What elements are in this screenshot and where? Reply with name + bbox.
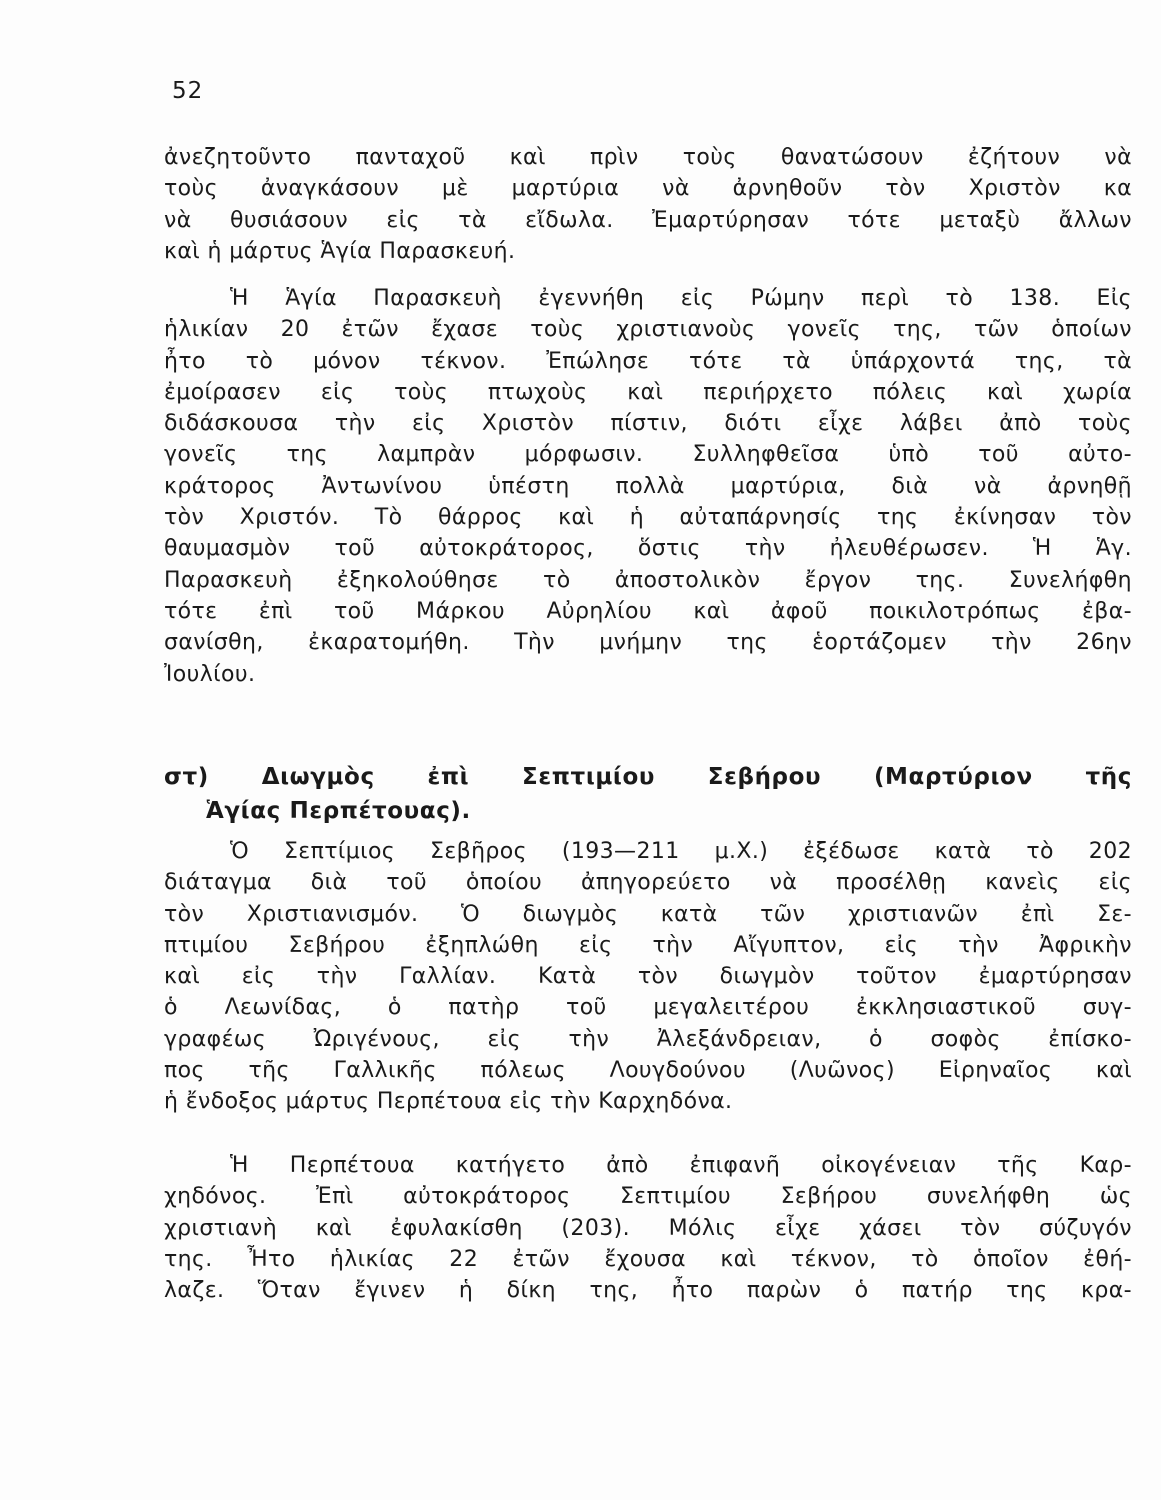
text-line: Παρασκευὴ ἐξηκολούθησε τὸ ἀποστολικὸν ἔργον της. Συνελήφθη xyxy=(164,567,1132,593)
text-line: κράτορος Ἀντωνίνου ὑπέστη πολλὰ μαρτύρια, διὰ νὰ ἀρνηθῇ xyxy=(164,473,1132,499)
paragraph-4 xyxy=(164,1150,1132,1306)
text-line: ἦτο τὸ μόνον τέκνον. Ἐπώλησε τότε τὰ ὑπάρχοντά της, τὰ xyxy=(164,348,1132,374)
paragraph-3 xyxy=(164,836,1132,1118)
text-line: καὶ εἰς τὴν Γαλλίαν. Κατὰ τὸν διωγμὸν τοῦτον ἐμαρτύρησαν xyxy=(164,964,1132,990)
section-heading xyxy=(164,760,1132,828)
page-number: 52 xyxy=(172,78,204,104)
text-line: τὸν Χριστιανισμόν. Ὁ διωγμὸς κατὰ τῶν χριστιανῶν ἐπὶ Σε- xyxy=(164,901,1132,927)
text-line: ἐμοίρασεν εἰς τοὺς πτωχοὺς καὶ περιήρχετο πόλεις καὶ χωρία xyxy=(164,379,1132,405)
text-line: χηδόνος. Ἐπὶ αὐτοκράτορος Σεπτιμίου Σεβήρου συνελήφθη ὡς xyxy=(164,1184,1132,1210)
section-heading-line-2: Ἁγίας Περπέτουας). xyxy=(206,798,471,824)
text-line: διάταγμα διὰ τοῦ ὁποίου ἀπηγορεύετο νὰ προσέλθῃ κανεὶς εἰς xyxy=(164,870,1132,896)
text-line: Ἡ Περπέτουα κατήγετο ἀπὸ ἐπιφανῆ οἰκογένειαν τῆς Καρ- xyxy=(230,1153,1132,1178)
text-line: πος τῆς Γαλλικῆς πόλεως Λουγδούνου (Λυῶνος) Εἰρηναῖος καὶ xyxy=(164,1058,1132,1084)
text-line: σανίσθη, ἐκαρατομήθη. Τὴν μνήμην της ἑορτάζομεν τὴν 26ην xyxy=(164,630,1132,656)
text-line: ὁ Λεωνίδας, ὁ πατὴρ τοῦ μεγαλειτέρου ἐκκλησιαστικοῦ συγ- xyxy=(164,995,1132,1021)
section-heading-line-1: στ) Διωγμὸς ἐπὶ Σεπτιμίου Σεβήρου (Μαρτύριον τῆς xyxy=(164,764,1132,790)
text-line: τὸν Χριστόν. Τὸ θάρρος καὶ ἡ αὐταπάρνησίς της ἐκίνησαν τὸν xyxy=(164,505,1132,531)
text-line: θαυμασμὸν τοῦ αὐτοκράτορος, ὅστις τὴν ἠλευθέρωσεν. Ἡ Ἁγ. xyxy=(164,536,1132,562)
text-line: γονεῖς της λαμπρὰν μόρφωσιν. Συλληφθεῖσα ὑπὸ τοῦ αὐτο- xyxy=(164,442,1132,468)
text-line: τότε ἐπὶ τοῦ Μάρκου Αὐρηλίου καὶ ἀφοῦ ποικιλοτρόπως ἐβα- xyxy=(164,598,1132,624)
paragraph-2 xyxy=(164,283,1132,690)
text-line: γραφέως Ὠριγένους, εἰς τὴν Ἀλεξάνδρειαν, ὁ σοφὸς ἐπίσκο- xyxy=(164,1026,1132,1052)
text-line: Ὁ Σεπτίμιος Σεβῆρος (193—211 μ.Χ.) ἐξέδωσε κατὰ τὸ 202 xyxy=(230,839,1132,864)
text-line: πτιμίου Σεβήρου ἐξηπλώθη εἰς τὴν Αἴγυπτον, εἰς τὴν Ἀφρικὴν xyxy=(164,932,1132,958)
text-line: διδάσκουσα τὴν εἰς Χριστὸν πίστιν, διότι εἶχε λάβει ἀπὸ τοὺς xyxy=(164,411,1132,437)
text-line: νὰ θυσιάσουν εἰς τὰ εἴδωλα. Ἐμαρτύρησαν τότε μεταξὺ ἄλλων xyxy=(164,207,1132,233)
text-line: ἡλικίαν 20 ἐτῶν ἔχασε τοὺς χριστιανοὺς γονεῖς της, τῶν ὁποίων xyxy=(164,317,1132,343)
text-line: Ἡ Ἁγία Παρασκευὴ ἐγεννήθη εἰς Ρώμην περὶ τὸ 138. Εἰς xyxy=(230,286,1132,311)
text-line: χριστιανὴ καὶ ἐφυλακίσθη (203). Μόλις εἶχε χάσει τὸν σύζυγόν xyxy=(164,1215,1132,1241)
text-line: της. Ἦτο ἡλικίας 22 ἐτῶν ἔχουσα καὶ τέκνον, τὸ ὁποῖον ἐθή- xyxy=(164,1246,1132,1272)
text-line: λαζε. Ὅταν ἔγινεν ἡ δίκη της, ἦτο παρὼν ὁ πατήρ της κρα- xyxy=(164,1278,1132,1304)
paragraph-1 xyxy=(164,142,1132,267)
text-line: καὶ ἡ μάρτυς Ἁγία Παρασκευή. xyxy=(164,238,516,264)
text-line: τοὺς ἀναγκάσουν μὲ μαρτύρια νὰ ἀρνηθοῦν τὸν Χριστὸν κα xyxy=(164,176,1132,202)
text-line: ἡ ἔνδοξος μάρτυς Περπέτουα εἰς τὴν Καρχηδόνα. xyxy=(164,1089,733,1115)
text-line: Ἰουλίου. xyxy=(164,661,256,687)
text-line: ἀνεζητοῦντο πανταχοῦ καὶ πρὶν τοὺς θανατώσουν ἐζήτουν νὰ xyxy=(164,145,1132,170)
